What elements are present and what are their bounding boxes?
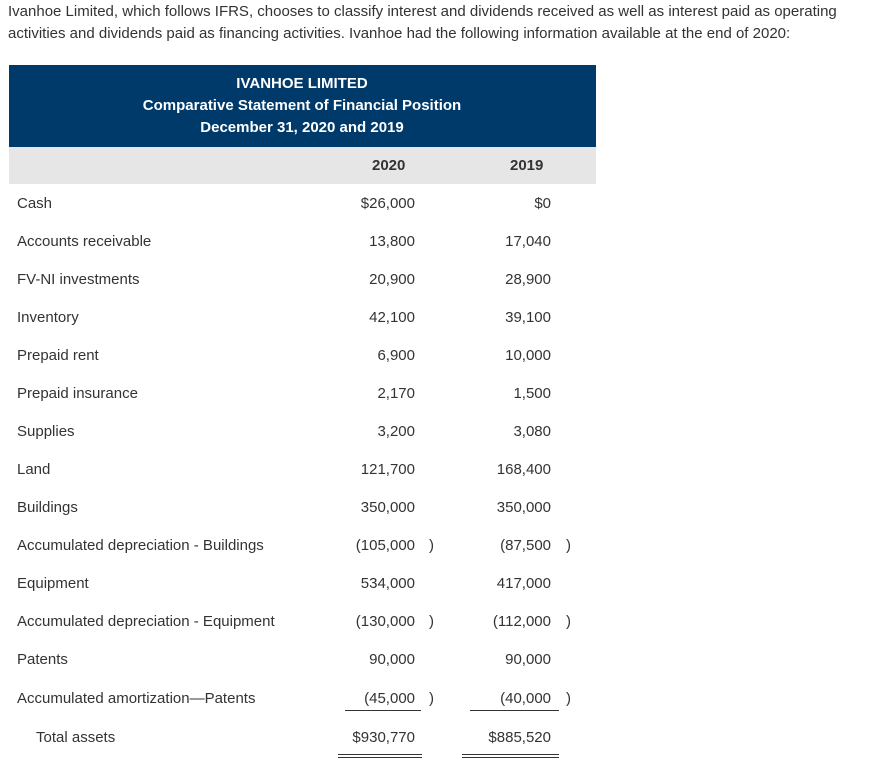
value-2019: 17,040 (505, 233, 551, 250)
table-row (0, 651, 881, 689)
value-2020: 2,170 (377, 385, 415, 402)
row-label: Accumulated amortization—Patents (17, 690, 256, 707)
value-2020: (45,000 (364, 690, 415, 707)
row-label: Buildings (17, 499, 78, 516)
table-row (0, 347, 881, 385)
value-2020: 350,000 (360, 499, 415, 516)
value-2020: 42,100 (369, 309, 415, 326)
value-2019: 39,100 (505, 309, 551, 326)
value-2019: 28,900 (505, 271, 551, 288)
close-paren-2019: ) (566, 537, 571, 554)
close-paren-2019: ) (566, 613, 571, 630)
row-label: Patents (17, 651, 68, 668)
table-row (0, 233, 881, 271)
company-name: IVANHOE LIMITED (236, 75, 368, 92)
row-label: Equipment (17, 575, 89, 592)
statement-title: Comparative Statement of Financial Position (142, 97, 462, 114)
row-label: Accumulated depreciation - Equipment (17, 613, 275, 630)
value-2020: 20,900 (369, 271, 415, 288)
table-row (0, 195, 881, 233)
value-2020: 6,900 (377, 347, 415, 364)
value-2020: 90,000 (369, 651, 415, 668)
value-2019: 350,000 (496, 499, 551, 516)
total-2019: $885,520 (488, 729, 551, 746)
row-label: Cash (17, 195, 53, 212)
table-row (0, 499, 881, 537)
column-header-2019: 2019 (510, 157, 544, 174)
value-2019: $0 (534, 195, 551, 212)
row-label: Accumulated depreciation - Buildings (17, 537, 264, 554)
table-row (0, 385, 881, 423)
total-2020: $930,770 (352, 729, 415, 746)
value-2019: 90,000 (505, 651, 551, 668)
table-row (0, 271, 881, 309)
close-paren-2019: ) (566, 690, 571, 707)
intro-paragraph: Ivanhoe Limited, which follows IFRS, chooses to classify interest and dividends received as well as interest paid as operating activities and dividends paid as financing activities. Ivanhoe had the following information available at the end of 2020: (8, 3, 837, 42)
statement-date: December 31, 2020 and 2019 (200, 119, 404, 136)
column-header-2020: 2020 (372, 157, 406, 174)
value-2020: $26,000 (360, 195, 415, 212)
total-double-rule-2020 (338, 754, 422, 758)
row-label: Inventory (17, 309, 79, 326)
row-label: Prepaid insurance (17, 385, 138, 402)
table-row (0, 423, 881, 461)
subtotal-rule-2020 (345, 710, 421, 711)
table-row (0, 309, 881, 347)
table-row (0, 461, 881, 499)
close-paren-2020: ) (429, 537, 434, 554)
value-2019: 10,000 (505, 347, 551, 364)
table-row (0, 690, 881, 728)
table-row (0, 613, 881, 651)
row-label: Land (17, 461, 51, 478)
statement-header (9, 65, 596, 147)
value-2019: 168,400 (496, 461, 551, 478)
value-2020: 121,700 (360, 461, 415, 478)
table-row (0, 537, 881, 575)
table-row (0, 575, 881, 613)
row-label: FV-NI investments (17, 271, 140, 288)
close-paren-2020: ) (429, 690, 434, 707)
value-2020: (130,000 (355, 613, 415, 630)
total-label: Total assets (36, 729, 116, 746)
value-2020: 13,800 (369, 233, 415, 250)
row-label: Prepaid rent (17, 347, 99, 364)
value-2019: (87,500 (500, 537, 551, 554)
total-row (0, 729, 881, 767)
column-headers (9, 147, 596, 184)
value-2019: 3,080 (513, 423, 551, 440)
value-2020: (105,000 (355, 537, 415, 554)
value-2019: (40,000 (500, 690, 551, 707)
value-2020: 534,000 (360, 575, 415, 592)
row-label: Supplies (17, 423, 75, 440)
value-2019: 417,000 (496, 575, 551, 592)
value-2019: 1,500 (513, 385, 551, 402)
subtotal-rule-2019 (470, 710, 559, 711)
row-label: Accounts receivable (17, 233, 152, 250)
total-double-rule-2019 (462, 754, 559, 758)
value-2020: 3,200 (377, 423, 415, 440)
close-paren-2020: ) (429, 613, 434, 630)
value-2019: (112,000 (492, 613, 551, 630)
